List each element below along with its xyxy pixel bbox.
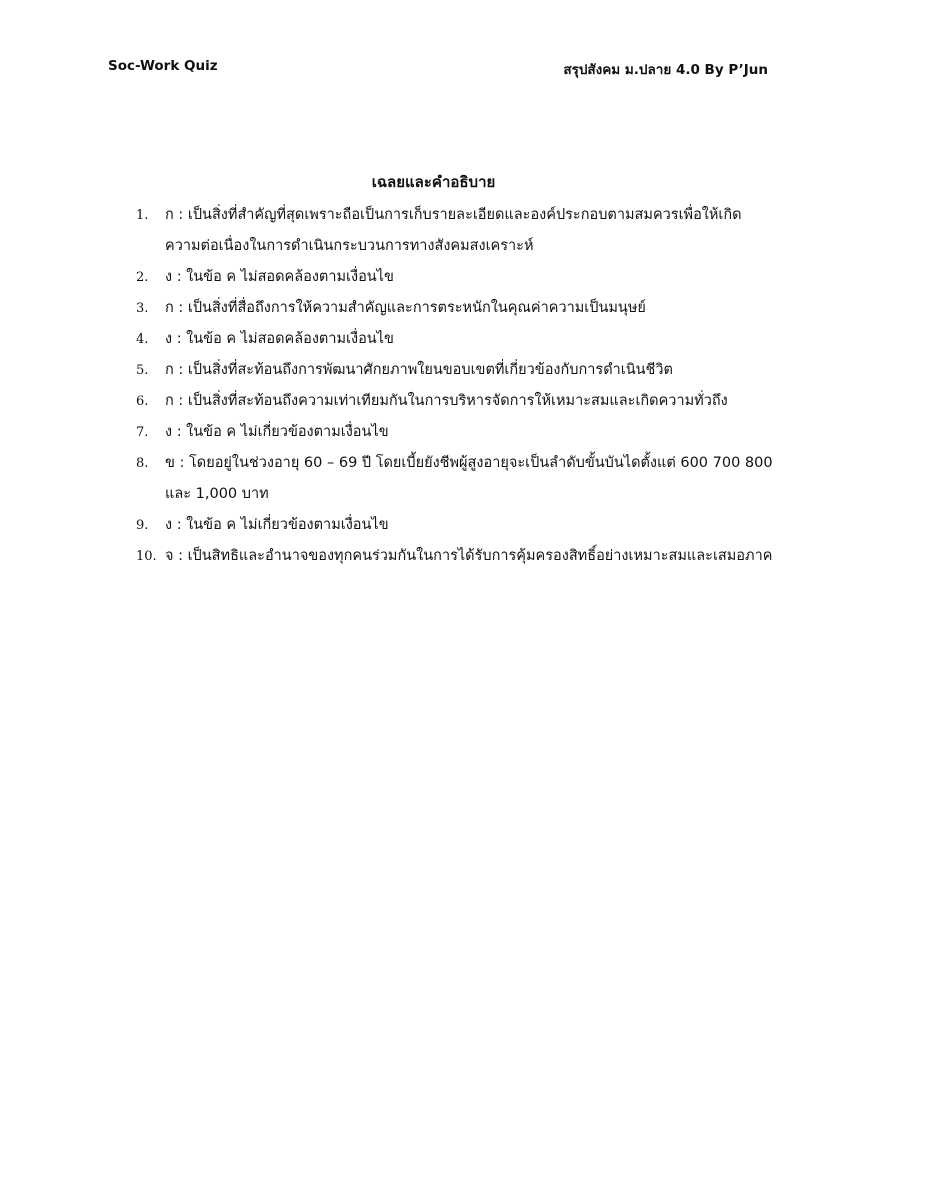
answer-text: ก : เป็นสิ่งที่สะท้อนถึงการพัฒนาศักยภาพใยนขอบเขตที่เกี่ยวข้องกับการดำเนินชีวิต — [165, 362, 673, 378]
answer-text: ก : เป็นสิ่งที่สื่อถึงการให้ความสำคัญและการตระหนักในคุณค่าความเป็นมนุษย์ — [165, 300, 646, 316]
answer-text: ง : ในข้อ ค ไม่เกี่ยวข้องตามเงื่อนไข — [165, 517, 389, 533]
answer-item-3 — [108, 293, 773, 324]
answer-item-2 — [108, 262, 773, 293]
answer-list — [108, 200, 773, 572]
answer-text: ก : เป็นสิ่งที่สำคัญที่สุดเพราะถือเป็นการเก็บรายละเอียดและองค์ประกอบตามสมควรเพื่อให้เกิดความต่อเนื่องในการดำเนินกระบวนการทางสังคมสงเคราะห์ — [165, 207, 742, 254]
answer-number: 7. — [136, 425, 149, 440]
header-right-title: สรุปสังคม ม.ปลาย 4.0 By P’Jun — [563, 62, 768, 78]
answer-text: จ : เป็นสิทธิและอำนาจของทุกคนร่วมกันในการได้รับการคุ้มครองสิทธิ์อย่างเหมาะสมและเสมอภาค — [165, 548, 773, 564]
answer-item-9 — [108, 510, 773, 541]
answer-number: 4. — [136, 332, 149, 347]
answer-number: 2. — [136, 270, 149, 285]
answer-number: 3. — [136, 301, 149, 316]
answer-item-6 — [108, 386, 773, 417]
answer-number: 8. — [136, 456, 149, 471]
answer-text: ง : ในข้อ ค ไม่สอดคล้องตามเงื่อนไข — [165, 331, 394, 347]
answer-number: 9. — [136, 518, 149, 533]
page-header — [108, 58, 768, 78]
answer-item-8 — [108, 448, 773, 510]
answer-text: ง : ในข้อ ค ไม่สอดคล้องตามเงื่อนไข — [165, 269, 394, 285]
answer-key-title: เฉลยและคำอธิบาย — [371, 173, 496, 191]
answer-item-1 — [108, 200, 773, 262]
answer-text: ง : ในข้อ ค ไม่เกี่ยวข้องตามเงื่อนไข — [165, 424, 389, 440]
answer-number: 6. — [136, 394, 149, 409]
answer-item-4 — [108, 324, 773, 355]
header-left-title: Soc-Work Quiz — [108, 58, 218, 74]
answer-number: 5. — [136, 363, 149, 378]
answer-number: 10. — [136, 549, 157, 564]
answer-item-7 — [108, 417, 773, 448]
answer-number: 1. — [136, 208, 149, 223]
answer-text: ก : เป็นสิ่งที่สะท้อนถึงความเท่าเทียมกันในการบริหารจัดการให้เหมาะสมและเกิดความทั่วถึง — [165, 393, 728, 409]
answer-item-10 — [108, 541, 773, 572]
answer-item-5 — [108, 355, 773, 386]
answer-text: ข : โดยอยู่ในช่วงอายุ 60 – 69 ปี โดยเบี้ยยังชีพผู้สูงอายุจะเป็นลำดับขั้นบันไดตั้งแต่ 600 700 800 และ 1,000 บาท — [165, 455, 773, 502]
